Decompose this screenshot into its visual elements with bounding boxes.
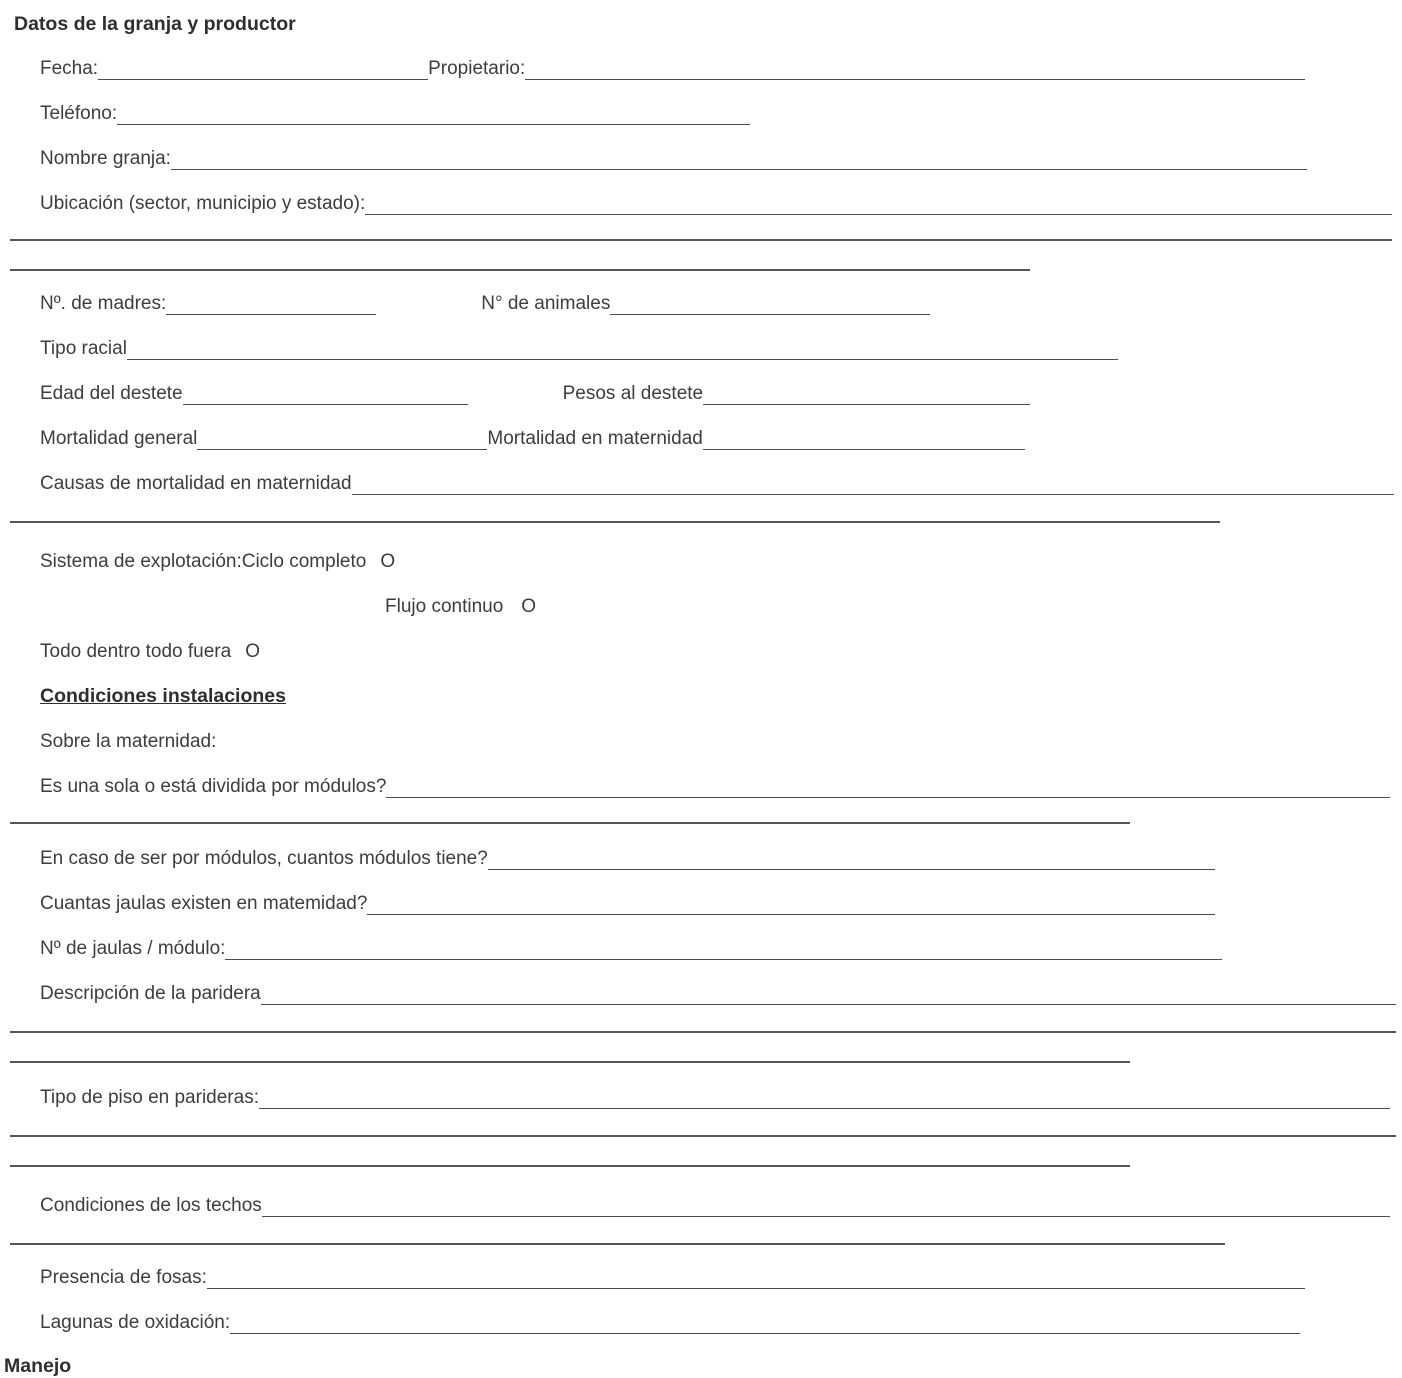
row-condiciones-techos — [40, 1193, 1390, 1217]
row-sobre-maternidad — [40, 729, 1396, 753]
sistema-explotacion-label: Sistema de explotación: — [40, 551, 242, 572]
tipo-racial-label: Tipo racial — [40, 338, 127, 359]
en-caso-modulos-blank — [488, 847, 1215, 870]
section-title-instalaciones: Condiciones instalaciones — [40, 685, 286, 707]
tipo-piso-label: Tipo de piso en parideras: — [40, 1087, 259, 1108]
row-descripcion-paridera — [40, 981, 1396, 1005]
separator-line — [10, 521, 1220, 523]
num-animales-blank — [610, 292, 930, 315]
row-todo-dentro — [40, 639, 1396, 663]
causas-mortalidad-blank — [352, 472, 1394, 495]
causas-mortalidad-label: Causas de mortalidad en maternidad — [40, 473, 352, 494]
row-sistema-explotacion — [40, 549, 1396, 573]
row-es-una-sola — [40, 774, 1390, 798]
section-title-manejo: Manejo — [4, 1355, 72, 1377]
edad-destete-blank — [183, 382, 468, 405]
flujo-continuo-radio: O — [521, 596, 537, 617]
row-tipo-piso — [40, 1085, 1390, 1109]
es-una-sola-label: Es una sola o está dividida por módulos? — [40, 776, 387, 797]
num-madres-label: Nº. de madres: — [40, 293, 167, 314]
separator-line — [10, 269, 1030, 271]
mortalidad-general-label: Mortalidad general — [40, 428, 198, 449]
todo-dentro-radio: O — [245, 641, 260, 662]
row-en-caso-modulos — [40, 846, 1215, 870]
separator-line — [10, 822, 1130, 824]
num-animales-label: N° de animales — [481, 293, 611, 314]
ciclo-completo-label: Ciclo completo — [241, 551, 367, 572]
descripcion-paridera-blank — [261, 982, 1396, 1005]
telefono-label: Teléfono: — [40, 103, 118, 124]
ubicacion-blank — [365, 192, 1392, 215]
separator-line — [10, 239, 1392, 241]
es-una-sola-blank — [386, 775, 1390, 798]
separator-line — [10, 1135, 1396, 1137]
row-jaulas-modulo — [40, 936, 1222, 960]
row-fecha-propietario — [40, 56, 1305, 80]
edad-destete-label: Edad del destete — [40, 383, 183, 404]
fecha-label: Fecha: — [40, 58, 99, 79]
row-cuantas-jaulas — [40, 891, 1215, 915]
pesos-destete-label: Pesos al destete — [562, 383, 704, 404]
cuantas-jaulas-blank — [367, 892, 1215, 915]
lagunas-oxidacion-label: Lagunas de oxidación: — [40, 1312, 231, 1333]
row-flujo-continuo — [385, 594, 1396, 618]
flujo-continuo-label: Flujo continuo — [385, 596, 504, 617]
sobre-maternidad-label: Sobre la maternidad: — [40, 731, 217, 752]
row-lagunas-oxidacion — [40, 1310, 1300, 1334]
separator-line — [10, 1061, 1130, 1063]
separator-line — [10, 1031, 1396, 1033]
separator-line — [10, 1243, 1225, 1245]
cuantas-jaulas-label: Cuantas jaulas existen en matemidad? — [40, 893, 368, 914]
ubicacion-label: Ubicación (sector, municipio y estado): — [40, 193, 366, 214]
row-causas-mortalidad — [40, 471, 1394, 495]
jaulas-modulo-blank — [225, 937, 1222, 960]
presencia-fosas-label: Presencia de fosas: — [40, 1267, 207, 1288]
condiciones-techos-label: Condiciones de los techos — [40, 1195, 262, 1216]
row-ubicacion — [40, 191, 1392, 215]
tipo-piso-blank — [259, 1086, 1390, 1109]
lagunas-oxidacion-blank — [230, 1311, 1300, 1334]
num-madres-blank — [166, 292, 376, 315]
presencia-fosas-blank — [207, 1266, 1305, 1289]
pesos-destete-blank — [703, 382, 1030, 405]
jaulas-modulo-label: Nº de jaulas / módulo: — [40, 938, 226, 959]
mortalidad-maternidad-blank — [703, 427, 1025, 450]
telefono-blank — [117, 102, 750, 125]
row-mortalidad — [40, 426, 1025, 450]
separator-line — [10, 1165, 1130, 1167]
nombre-granja-label: Nombre granja: — [40, 148, 171, 169]
fecha-blank — [98, 57, 428, 80]
propietario-label: Propietario: — [428, 58, 526, 79]
propietario-blank — [525, 57, 1305, 80]
tipo-racial-blank — [127, 337, 1118, 360]
todo-dentro-label: Todo dentro todo fuera — [40, 641, 232, 662]
row-telefono — [40, 101, 750, 125]
nombre-granja-blank — [171, 147, 1307, 170]
row-tipo-racial — [40, 336, 1118, 360]
mortalidad-general-blank — [197, 427, 487, 450]
mortalidad-maternidad-label: Mortalidad en maternidad — [487, 428, 703, 449]
row-destete — [40, 381, 1030, 405]
row-madres-animales — [40, 291, 930, 315]
ciclo-completo-radio: O — [380, 551, 396, 572]
condiciones-techos-blank — [262, 1194, 1390, 1217]
row-nombre-granja — [40, 146, 1307, 170]
section-title-granja: Datos de la granja y productor — [14, 13, 296, 35]
descripcion-paridera-label: Descripción de la paridera — [40, 983, 261, 1004]
row-presencia-fosas — [40, 1265, 1305, 1289]
en-caso-modulos-label: En caso de ser por módulos, cuantos módulos tiene? — [40, 848, 488, 869]
